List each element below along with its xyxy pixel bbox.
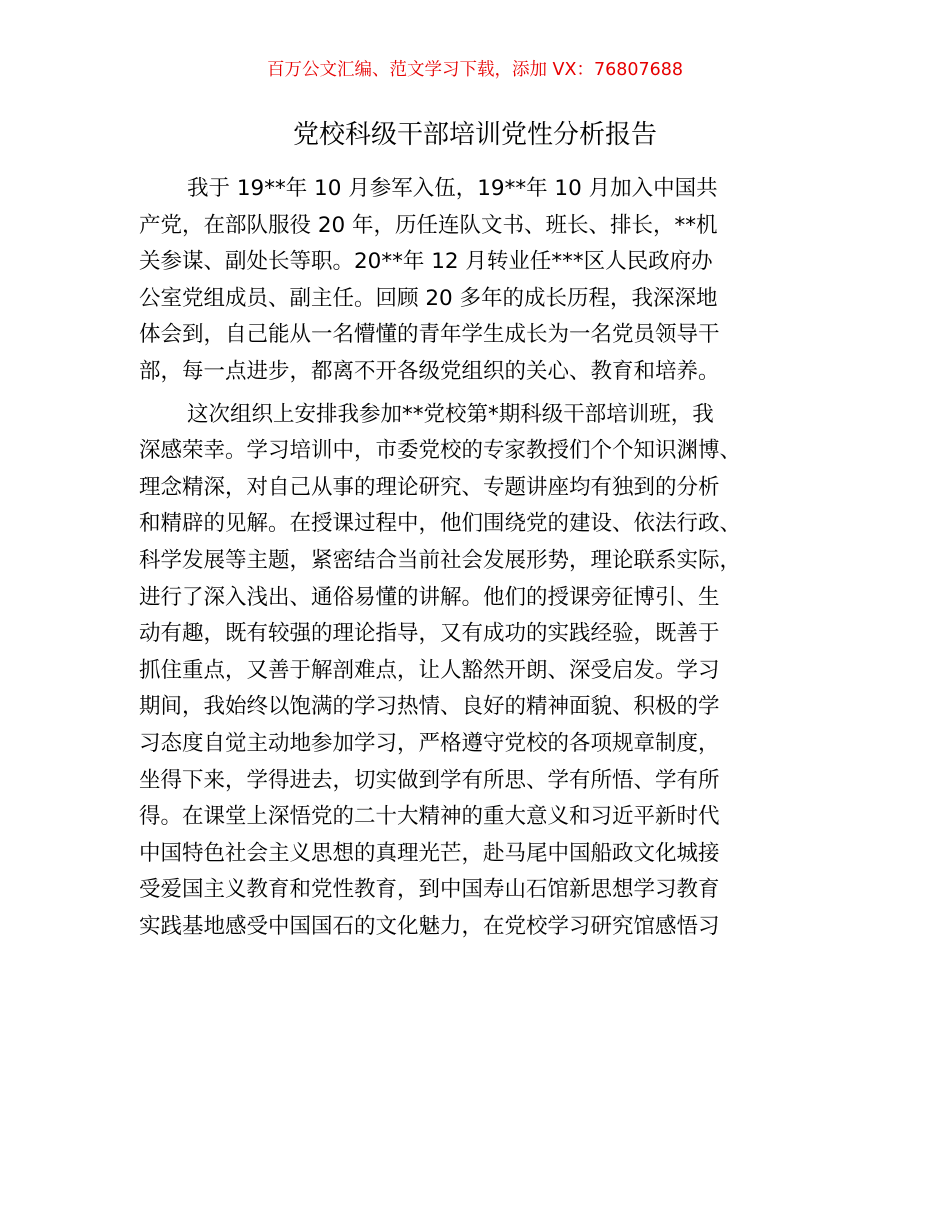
text-line: 我于 19**年 10 月参军入伍，19**年 10 月加入中国共	[187, 176, 718, 201]
text-line: 关参谋、副处长等职。20**年 12 月转业任***区人民政府办	[139, 249, 713, 275]
paragraph-2	[139, 397, 839, 946]
text-line: 科学发展等主题，紧密结合当前社会发展形势，理论联系实际，	[139, 547, 742, 573]
text-line: 产党，在部队服役 20 年，历任连队文书、班长、排长，**机	[139, 212, 718, 238]
watermark-header: 百万公文汇编、范文学习下载，添加 VX：76807688	[266, 60, 684, 80]
text-line: 深感荣幸。学习培训中，市委党校的专家教授们个个知识渊博、	[139, 438, 742, 464]
text-line: 习态度自觉主动地参加学习，严格遵守党校的各项规章制度，	[139, 730, 720, 756]
text-line: 中国特色社会主义思想的真理光芒，赴马尾中国船政文化城接	[139, 840, 720, 866]
document-body	[139, 171, 839, 951]
text-line: 部，每一点进步，都离不开各级党组织的关心、教育和培养。	[139, 358, 720, 384]
text-line: 动有趣，既有较强的理论指导，又有成功的实践经验，既善于	[139, 621, 720, 647]
paragraph-1	[139, 171, 839, 391]
text-line: 和精辟的见解。在授课过程中，他们围绕党的建设、依法行政、	[139, 511, 742, 537]
text-line: 这次组织上安排我参加**党校第*期科级干部培训班，我	[187, 401, 714, 427]
text-line: 理念精深，对自己从事的理论研究、专题讲座均有独到的分析	[139, 474, 720, 500]
text-line: 体会到，自己能从一名懵懂的青年学生成长为一名党员领导干	[139, 322, 720, 348]
text-line: 公室党组成员、副主任。回顾 20 多年的成长历程，我深深地	[139, 285, 718, 311]
text-line: 受爱国主义教育和党性教育，到中国寿山石馆新思想学习教育	[139, 877, 720, 903]
text-line: 得。在课堂上深悟党的二十大精神的重大意义和习近平新时代	[139, 804, 720, 830]
text-line: 抓住重点，又善于解剖难点，让人豁然开朗、深受启发。学习	[139, 657, 720, 683]
document-title: 党校科级干部培训党性分析报告	[292, 120, 657, 150]
text-line: 期间，我始终以饱满的学习热情、良好的精神面貌、积极的学	[139, 694, 720, 720]
text-line: 实践基地感受中国国石的文化魅力，在党校学习研究馆感悟习	[139, 913, 720, 939]
text-line: 坐得下来，学得进去，切实做到学有所思、学有所悟、学有所	[139, 767, 720, 793]
text-line: 进行了深入浅出、通俗易懂的讲解。他们的授课旁征博引、生	[139, 584, 720, 610]
